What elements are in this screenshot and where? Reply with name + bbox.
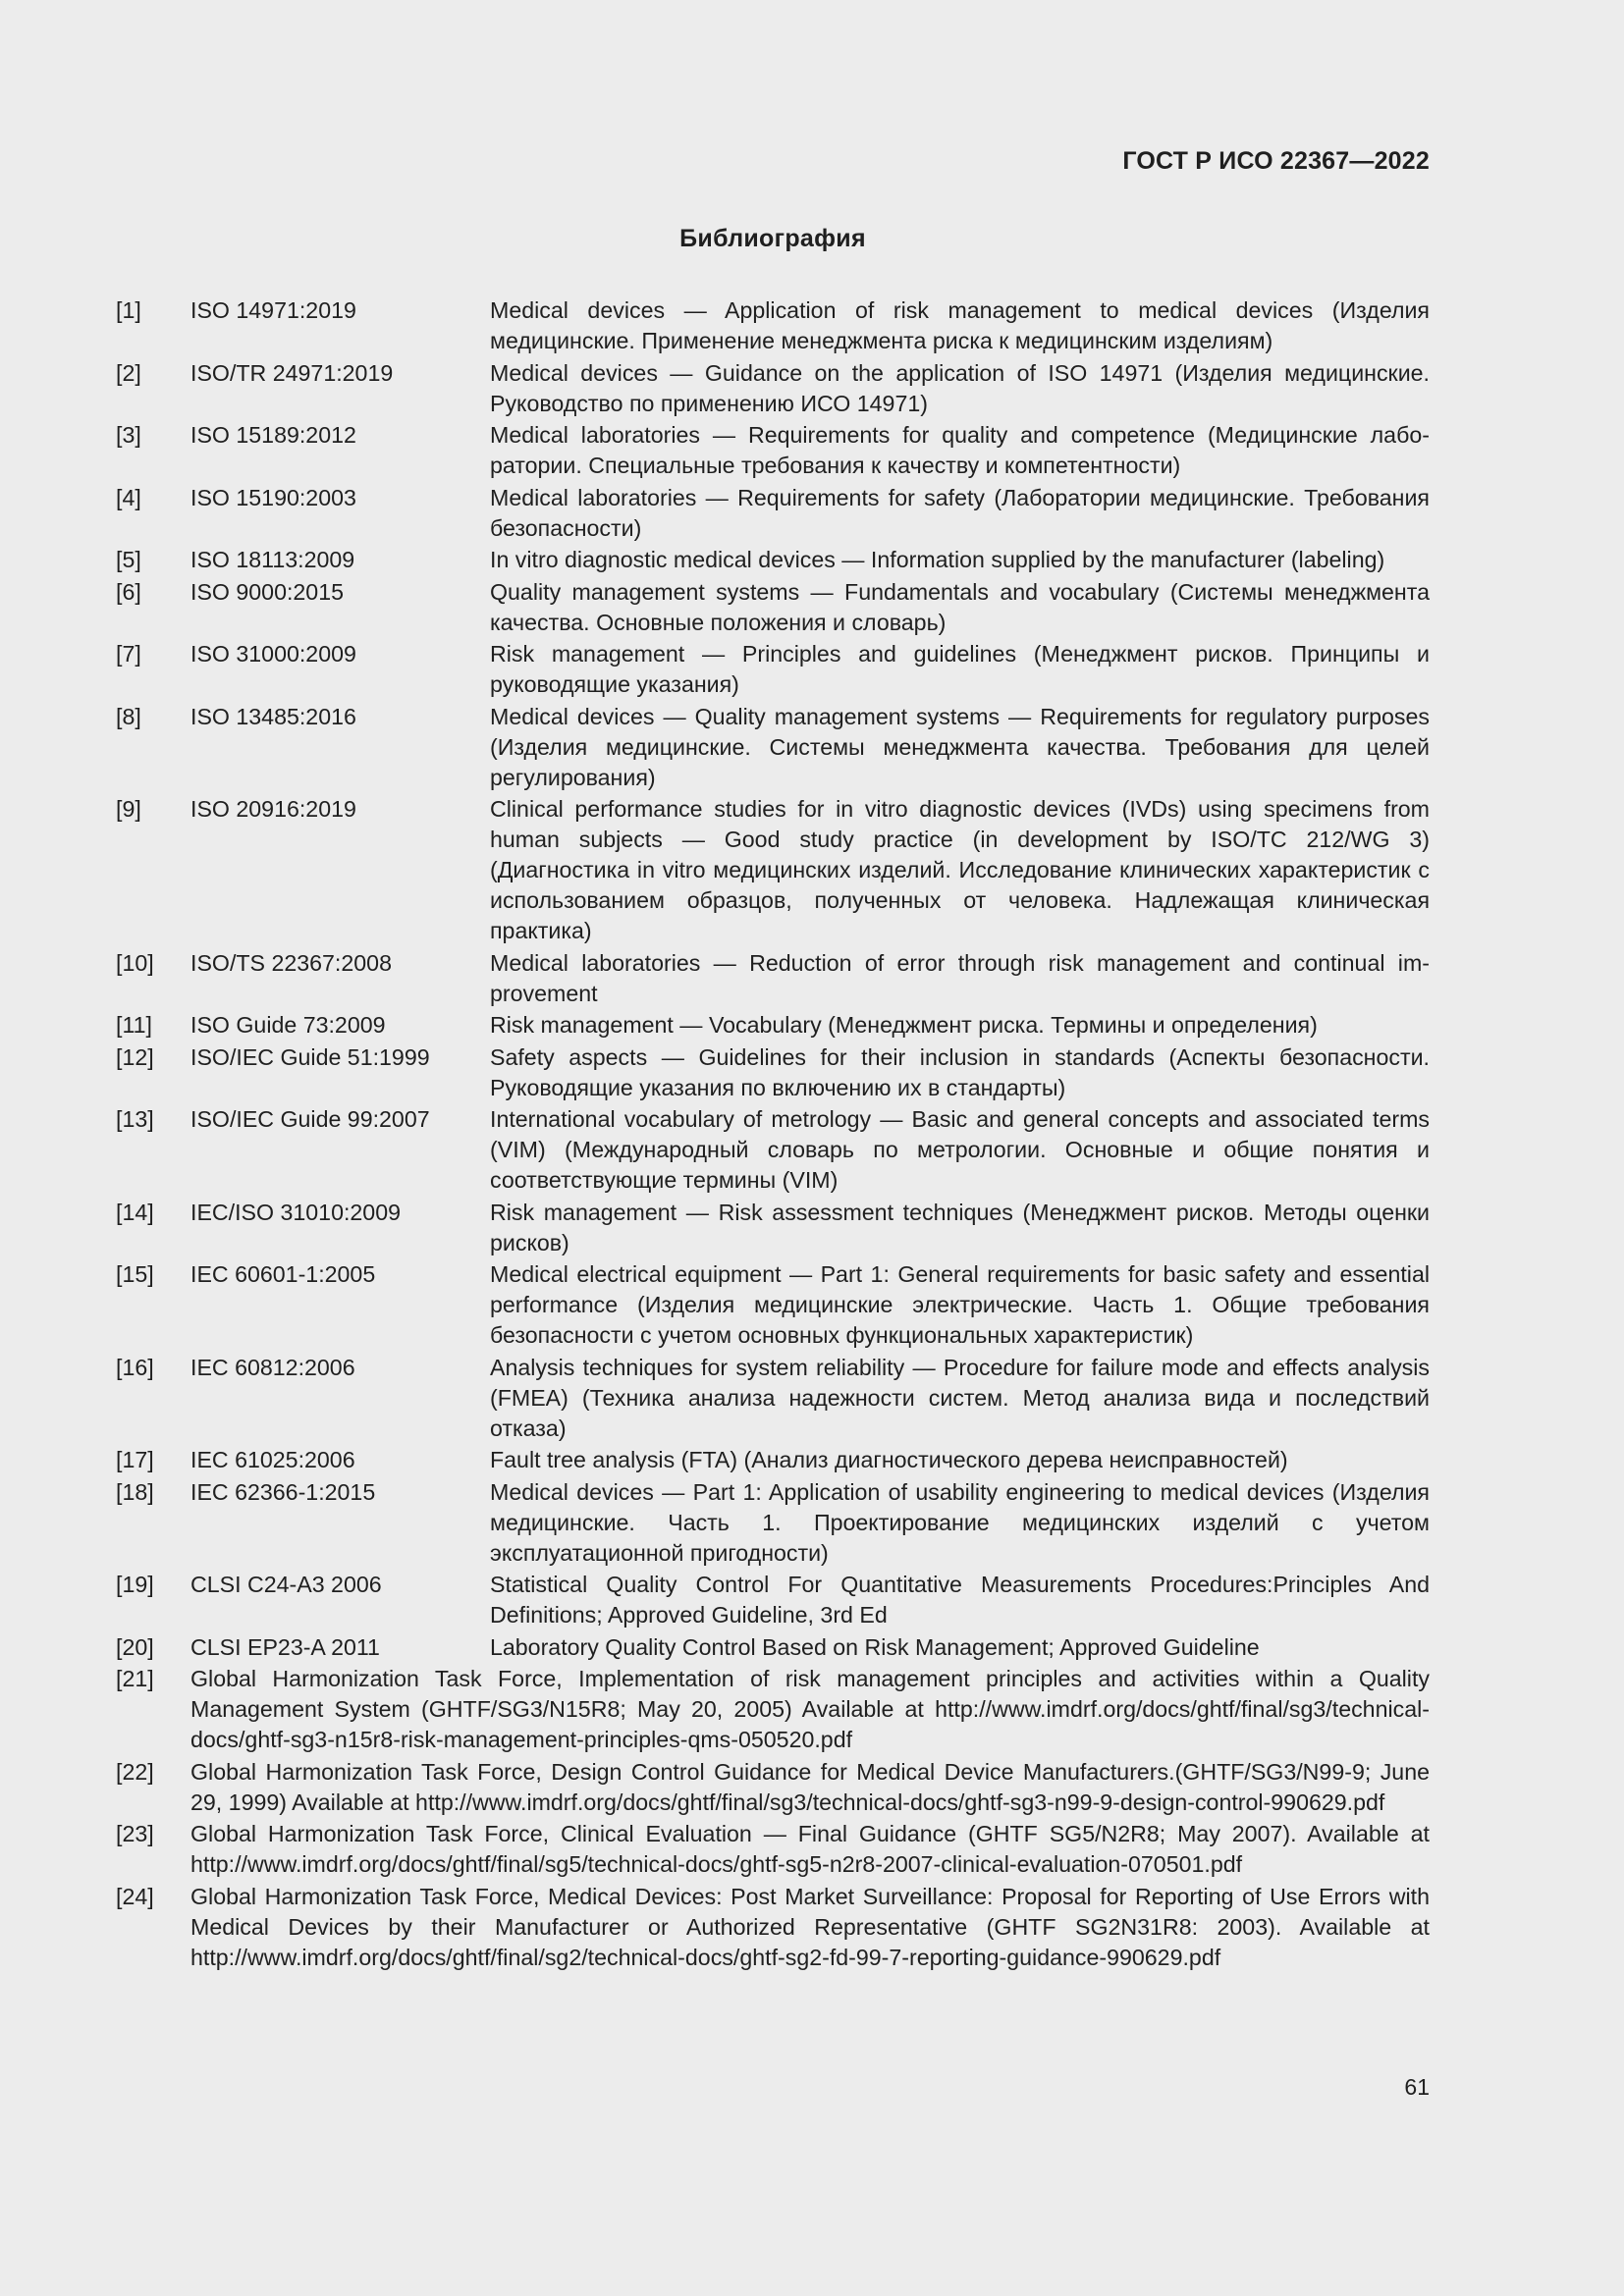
entry-number: [2]	[116, 359, 141, 386]
entry-text: Global Harmonization Task Force, Clinical Evaluation — Final Guidance (GHTF SG5/N2R8; May 2007). Available at http://www.imdrf.org/docs/ghtf/final/sg5/technical-docs/ghtf-sg5-n2r8-2007-clinical-evaluation-070501.pdf	[190, 1821, 1430, 1877]
entry-code: ISO/IEC Guide 51:1999	[190, 1043, 430, 1070]
bibliography-entry	[116, 420, 1430, 481]
entry-title: Medical devices — Part 1: Application of usability engineering to medical devices (Изделия медицинские. Часть 1. Проектирование медицинских изделий с учетом эксплуатационной пригодности)	[490, 1478, 1430, 1566]
entry-title: Clinical performance studies for in vitro diagnostic devices (IVDs) using specimens from human subjects — Good study practice (in development by ISO/TC 212/WG 3) (Диагностика in vitro медицинских изделий. Исследование клинических характеристик с использованием образцов, полученных от человека. Надлежащая клиническая практика)	[490, 796, 1430, 943]
bibliography-entry	[116, 295, 1430, 356]
entry-title: Laboratory Quality Control Based on Risk Management; Approved Guideline	[490, 1633, 1260, 1660]
entry-number: [16]	[116, 1354, 154, 1380]
bibliography-entry	[116, 545, 1430, 575]
entry-number: [12]	[116, 1043, 154, 1070]
bibliography-entry	[116, 1632, 1430, 1663]
entry-number: [11]	[116, 1012, 152, 1038]
entry-code: ISO 15189:2012	[190, 422, 356, 448]
entry-text: Global Harmonization Task Force, Implementation of risk management principles and activities within a Quality Management System (GHTF/SG3/N15R8; May 20, 2005) Available at http://www.imdrf.org/docs/ghtf/final/sg3/technical-docs/ghtf-sg3-n15r8-risk-management-principles-qms-050520.pdf	[190, 1666, 1430, 1752]
entry-text: Global Harmonization Task Force, Medical Devices: Post Market Surveillance: Proposal for Reporting of Use Errors with Medical Devices by their Manufacturer or Authorized Representative (GHTF SG2N31R8: 2003). Available at http://www.imdrf.org/docs/ghtf/final/sg2/technical-docs/ghtf-sg2-fd-99-7-reporting-guidance-990629.pdf	[190, 1883, 1430, 1970]
entry-title: Statistical Quality Control For Quantitative Measurements Procedures:Principles And Definitions; Approved Guideline, 3rd Ed	[490, 1572, 1430, 1628]
entry-number: [17]	[116, 1447, 154, 1472]
entry-code: IEC 60601-1:2005	[190, 1261, 376, 1287]
entry-title: Medical devices — Guidance on the application of ISO 14971 (Изделия медицинские. Руководство по применению ИСО 14971)	[490, 359, 1430, 416]
entry-title: In vitro diagnostic medical devices — Information supplied by the manufacturer (labeling)	[490, 547, 1385, 572]
bibliography-entry	[116, 1010, 1430, 1041]
entry-title: Risk management — Principles and guidelines (Менеджмент рисков. Принципы и руководящие указания)	[490, 641, 1430, 697]
bibliography-entry	[116, 1042, 1430, 1103]
entry-number: [4]	[116, 484, 141, 510]
entry-title: Fault tree analysis (FTA) (Анализ диагностического дерева неисправностей)	[490, 1447, 1288, 1472]
entry-number: [3]	[116, 422, 141, 448]
entry-code: ISO/TS 22367:2008	[190, 949, 392, 976]
bibliography-entry	[116, 1664, 1430, 1755]
entry-title: Medical laboratories — Reduction of error through risk management and continual improvement	[490, 949, 1430, 1006]
entry-title: Risk management — Risk assessment techniques (Менеджмент рисков. Методы оценки рисков)	[490, 1199, 1430, 1255]
bibliography-entry	[116, 1882, 1430, 1973]
entry-title: Analysis techniques for system reliability — Procedure for failure mode and effects analysis (FMEA) (Техника анализа надежности систем. Метод анализа вида и последствий отказа)	[490, 1354, 1430, 1441]
entry-code: ISO/TR 24971:2019	[190, 359, 394, 386]
bibliography-entry	[116, 358, 1430, 419]
entry-code: IEC 60812:2006	[190, 1354, 355, 1380]
entry-number: [1]	[116, 297, 141, 323]
bibliography-entry	[116, 1819, 1430, 1880]
entry-code: ISO 13485:2016	[190, 703, 356, 729]
entry-code: ISO/IEC Guide 99:2007	[190, 1106, 430, 1132]
entry-number: [8]	[116, 703, 141, 729]
entry-code: IEC 62366-1:2015	[190, 1478, 376, 1505]
bibliography-list	[116, 295, 1430, 1974]
entry-title: International vocabulary of metrology — Basic and general concepts and associated terms (VIM) (Международный словарь по метрологии. Основные и общие понятия и соответствующие термины (VIM)	[490, 1106, 1430, 1193]
bibliography-entry	[116, 1104, 1430, 1196]
entry-title: Quality management systems — Fundamentals and vocabulary (Системы менеджмента качества. Основные положения и словарь)	[490, 578, 1430, 635]
bibliography-entry	[116, 639, 1430, 700]
entry-number: [22]	[116, 1758, 154, 1785]
entry-code: ISO 9000:2015	[190, 578, 344, 605]
entry-number: [13]	[116, 1106, 154, 1132]
bibliography-entry	[116, 794, 1430, 946]
entry-number: [6]	[116, 578, 141, 605]
entry-number: [18]	[116, 1478, 154, 1505]
entry-title: Medical electrical equipment — Part 1: General requirements for basic safety and essential performance (Изделия медицинские электрические. Часть 1. Общие требования безопасности с учетом основных функциональных характеристик)	[490, 1261, 1430, 1348]
bibliography-title: Библиография	[679, 225, 866, 252]
entry-title: Safety aspects — Guidelines for their inclusion in standards (Аспекты безопасности. Руководящие указания по включению их в стандарты)	[490, 1043, 1430, 1100]
entry-title: Medical laboratories — Requirements for quality and competence (Медицинские лаборатории. Специальные требования к качеству и компетентности)	[490, 422, 1430, 478]
entry-code: ISO 14971:2019	[190, 297, 356, 323]
bibliography-entry	[116, 577, 1430, 638]
bibliography-entry	[116, 948, 1430, 1009]
entry-number: [14]	[116, 1199, 154, 1225]
entry-title: Medical devices — Application of risk management to medical devices (Изделия медицинские. Применение менеджмента риска к медицинским изделиям)	[490, 297, 1430, 353]
entry-code: CLSI EP23-A 2011	[190, 1633, 380, 1660]
entry-code: CLSI C24-A3 2006	[190, 1572, 382, 1597]
entry-number: [9]	[116, 796, 141, 822]
bibliography-entry	[116, 1353, 1430, 1444]
bibliography-entry	[116, 1477, 1430, 1569]
bibliography-entry	[116, 702, 1430, 793]
entry-number: [24]	[116, 1883, 154, 1909]
entry-number: [15]	[116, 1261, 154, 1287]
entry-number: [23]	[116, 1821, 154, 1846]
entry-code: ISO Guide 73:2009	[190, 1012, 386, 1038]
document-code-header: ГОСТ Р ИСО 22367—2022	[1122, 147, 1430, 175]
bibliography-entry	[116, 1445, 1430, 1475]
entry-code: IEC 61025:2006	[190, 1447, 355, 1472]
bibliography-entry	[116, 483, 1430, 544]
entry-code: ISO 20916:2019	[190, 796, 356, 822]
entry-number: [20]	[116, 1633, 154, 1660]
bibliography-entry	[116, 1757, 1430, 1818]
entry-number: [21]	[116, 1666, 154, 1691]
bibliography-entry	[116, 1198, 1430, 1258]
bibliography-entry	[116, 1259, 1430, 1351]
entry-code: ISO 18113:2009	[190, 547, 355, 572]
entry-title: Medical laboratories — Requirements for safety (Лаборатории медицинские. Требования безопасности)	[490, 484, 1430, 541]
entry-number: [10]	[116, 949, 154, 976]
entry-number: [5]	[116, 547, 141, 572]
entry-title: Risk management — Vocabulary (Менеджмент риска. Термины и определения)	[490, 1012, 1318, 1038]
bibliography-entry	[116, 1570, 1430, 1630]
entry-number: [7]	[116, 641, 141, 667]
page-number: 61	[1404, 2074, 1430, 2100]
entry-code: ISO 15190:2003	[190, 484, 356, 510]
entry-code: IEC/ISO 31010:2009	[190, 1199, 401, 1225]
entry-title: Medical devices — Quality management systems — Requirements for regulatory purposes (Изделия медицинские. Системы менеджмента качества. Требования для целей регулирования)	[490, 703, 1430, 790]
entry-code: ISO 31000:2009	[190, 641, 356, 667]
entry-text: Global Harmonization Task Force, Design Control Guidance for Medical Device Manufacturers.(GHTF/SG3/N99-9; June 29, 1999) Available at http://www.imdrf.org/docs/ghtf/final/sg3/technical-docs/ghtf-sg3-n99-9-design-control-990629.pdf	[190, 1758, 1430, 1815]
entry-number: [19]	[116, 1572, 154, 1597]
